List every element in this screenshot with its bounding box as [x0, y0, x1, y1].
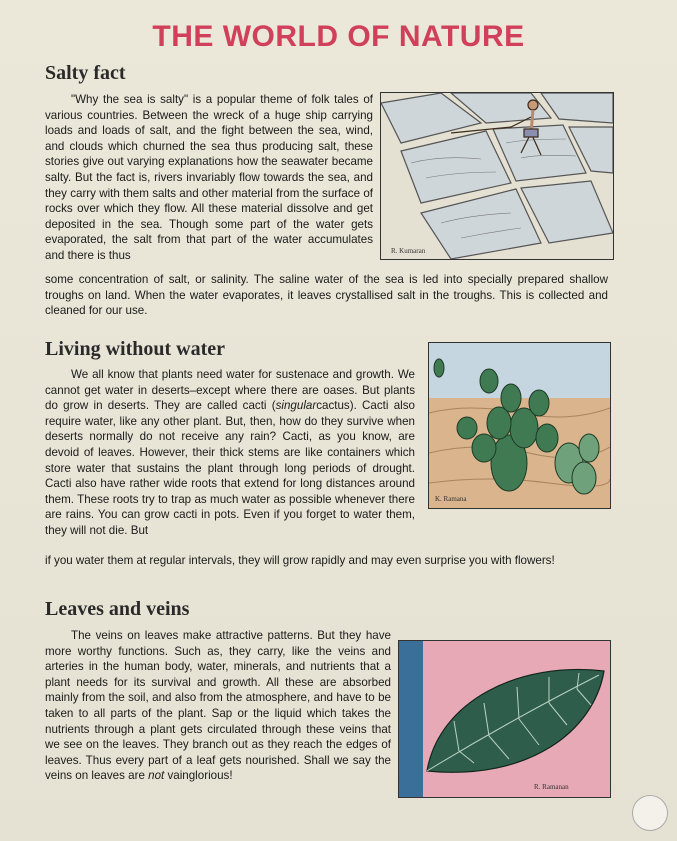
leaves-italic-word: not	[148, 769, 165, 783]
leaves-text-after: vainglorious!	[164, 769, 233, 783]
page-title: THE WORLD OF NATURE	[152, 20, 525, 53]
section-heading-salty-fact: Salty fact	[45, 62, 126, 84]
cacti-paragraph	[45, 367, 415, 539]
leaf-illustration	[398, 640, 611, 798]
leaves-text-before: The veins on leaves make attractive patterns. But they have more worthy functions. Such as, they carry, like the veins and arteries in the human body, water, minerals, and nutrients that a plant needs for its survival and growth. All these are absorbed mainly from the soil, and also from the atmosphere, and have to be taken to all parts of the plant. Sap or the liquid which takes the nutrients through a plant gets circulated through these veins that we see on the leaves. They branch out as they reach the edges of leaves. Thus every part of a leaf gets nourished. Shall we say the veins on leaves are	[45, 629, 391, 783]
cacti-italic-word: singular	[275, 399, 317, 413]
salty-fact-paragraph-continued: some concentration of salt, or salinity. The saline water of the sea is led into specially prepared shallow troughs on land. When the water evaporates, it leaves crystallised salt in the troughs. This is collected and cleaned for our use.	[45, 273, 608, 318]
cactus-illustration	[428, 342, 611, 509]
salt-pans-illustration	[380, 92, 614, 260]
cacti-text-before: We all know that plants need water for sustenace and growth. We cannot get water in deserts–except where there are oases. But plants do grow in deserts. They are called cacti (	[45, 368, 415, 413]
cactus-illustration-signature: K. Ramana	[435, 495, 467, 503]
leaves-paragraph	[45, 628, 391, 784]
leaf-illustration-signature: R. Ramanan	[534, 783, 569, 791]
cacti-paragraph-continued: if you water them at regular intervals, they will grow rapidly and may even surprise you with flowers!	[45, 554, 555, 567]
section-heading-living-without-water: Living without water	[45, 338, 225, 360]
site-logo-watermark	[632, 795, 668, 831]
section-heading-leaves-and-veins: Leaves and veins	[45, 598, 190, 620]
salty-fact-paragraph: "Why the sea is salty" is a popular theme of folk tales of various countries. Between the wreck of a huge ship carrying loads and loads of salt, and the fight between the sea, wind, and clouds which churned the sea thus producing salt, these stories give out varying explanations how the seawater became salty. But the fact is, rivers invariably flow towards the sea, and they carry with them salts and other material from the surface of rocks over which they flow. All these material dissolve and get deposited in the sea. Though some part of the water gets evaporated, the salt from that part of the water accumulates and there is thus	[45, 93, 373, 262]
cacti-text-after: cactus). Cacti also require water, like any other plant. But, then, how do they survive when deserts normally do not receive any rain? Cacti, as you know, are devoid of leaves. However, their thick stems are like containers which store water that sustains the plant through long periods of drought. Cacti also have rather wide roots that extend for long distances around them. These roots try to trap as much water as possible whenever there are rains. You can grow cacti in pots. Even if you forget to water them, they will not die. But	[45, 399, 415, 537]
salt-illustration-signature: R. Kumaran	[391, 247, 426, 255]
